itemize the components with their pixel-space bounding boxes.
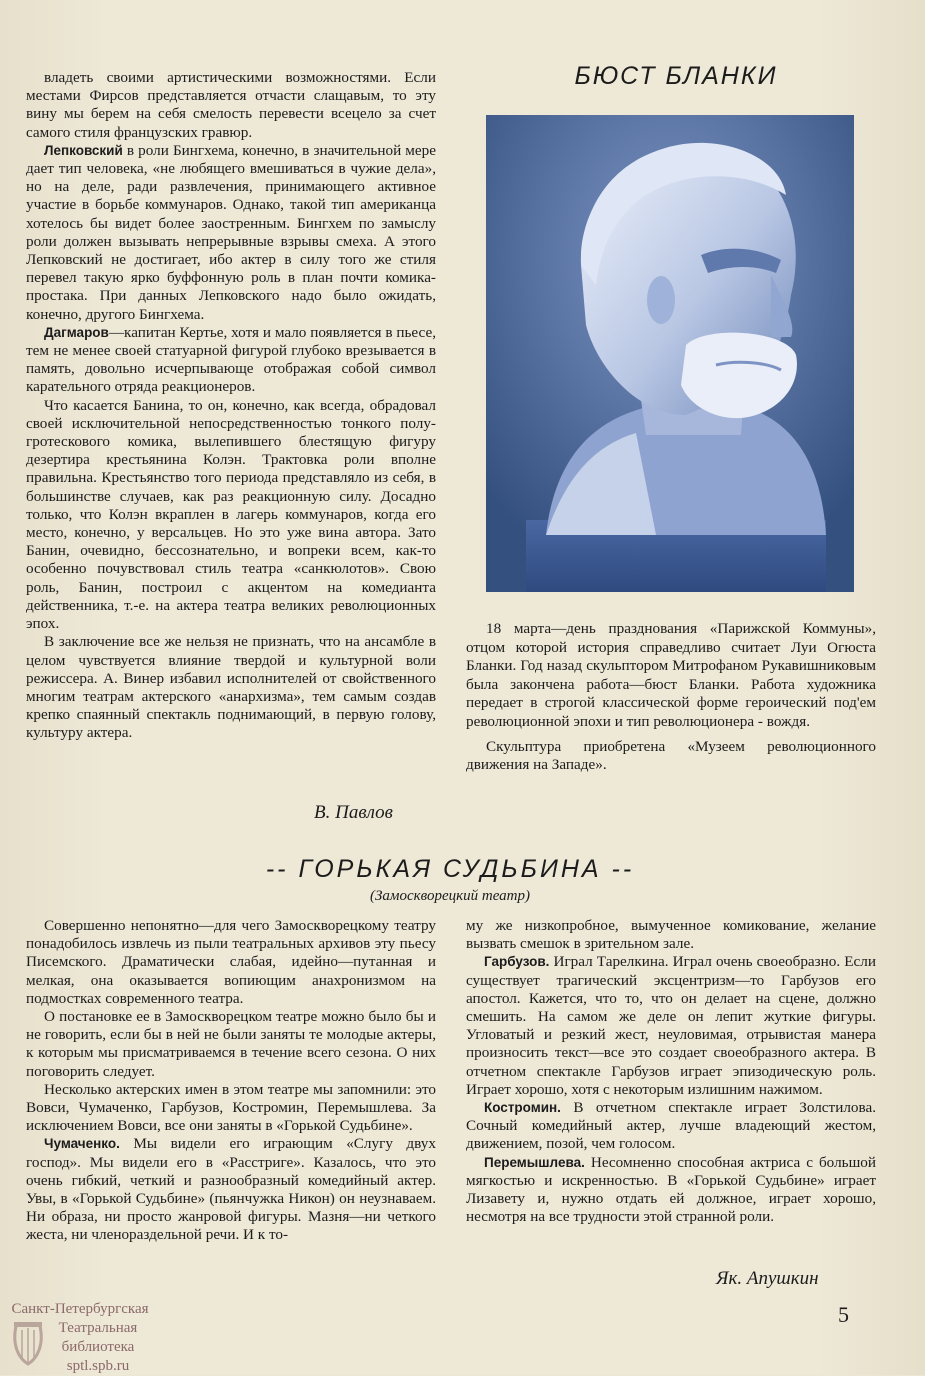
caption-paragraph: Скульптура приобретена «Музеем революционного движения на Западе». (466, 737, 876, 774)
paragraph (466, 1099, 876, 1154)
paragraph-text: владеть своими артистическими возможностями. Если местами Фирсов представляется отчасти слащавым, то эту вину мы берем на себя смелость перевести всецело за счет самого стиля французских гравюр. (26, 69, 436, 141)
actor-name: Чумаченко. (44, 1136, 120, 1152)
paragraph (466, 1154, 876, 1227)
paragraph-text: В отчетном спектакле играет Золстилова. Сочный комедийный актер, лучше владеющий жестом, движением, позой, чем голосом. (466, 1099, 876, 1153)
library-line: библиотека (61, 1339, 135, 1355)
paragraph-text: Играл Тарелкина. Играл очень своеобразно. Если существует трагический эксцентризм—то Гарбузов его апостол. Кажется, что то, что он делает на сцене, должно смешить. На самом же деле он лепит жуткие фигуры. Угловатый и резкий жест, неуловимая, отрывистая манера произносить текст—все это создает своеобразного актера. В отчетном спектакле Гарбузов играет эпизодическую роль. Играет хорошо, хотя с некоторым излишним нажимом. (466, 953, 876, 1098)
page-number: 5 (838, 1302, 849, 1327)
caption-paragraph: 18 марта—день празднования «Парижской Коммуны», отцом которой история справедливо считает Луи Огюста Бланки. Год назад скульптором Митрофаном Рукавишниковым была закончена работа—бюст Бланки. Работа художника передает в строгой классической форме героический под'ем революционной эпохи и тип революционера - вождя. (466, 620, 876, 730)
actor-name: Лепковский (44, 142, 123, 158)
paragraph-text: В заключение все же нельзя не признать, что на ансамбле в целом чувствуется влияние твердой и культурной воли режиссера. А. Винер избавил исполнителей от свойственного многим театрам актерского «анархизма», тем самым создав крепко спаянный спектакль поднимающий, в первую голову, культуру актера. (26, 633, 436, 742)
bust-illustration (486, 115, 854, 592)
paragraph (26, 69, 436, 142)
paragraph (466, 917, 876, 953)
paragraph (466, 953, 876, 1099)
article-column-right (466, 917, 876, 1226)
actor-name: Костромин. (484, 1100, 561, 1116)
paragraph-text: Несколько актерских имен в этом театре мы запомнили: это Вовси, Чумаченко, Гарбузов, Костромин, Перемышлева. За исключением Вовси, все они заняты в «Горькой Судьбине». (26, 1080, 436, 1135)
paragraph-text: Совершенно непонятно—для чего Замоскворецкому театру понадобилось извлечь из пыли театральных архивов эту пьесу Писемского. Драматически слабая, идейно—путанная и мелкая, она оказывается вопиющим анахронизмом на подмостках современного театра. (26, 917, 436, 1007)
article-column-left (26, 917, 436, 1245)
review-signature: В. Павлов (314, 802, 393, 823)
actor-name: Гарбузов. (484, 954, 550, 970)
library-line: Санкт-Петербургская (11, 1301, 149, 1317)
paragraph (26, 142, 436, 324)
bust-title: БЮСТ БЛАНКИ (574, 62, 778, 90)
paragraph (26, 917, 436, 1008)
paragraph-text: в роли Бингхема, конечно, в значительной мере дает тип человека, «не любящего вмешиваться в чужие дела», но на деле, ради развлечения, принимающего активное участие в борьбе коммунаров. Однако, такой тип американца хотелось бы видет более заостренным. Бингхем по замыслу роли должен вызывать непрерывные взрывы смеха. А этого Лепковский не достигает, ибо актер в силу того же стиля перевел такую ярко буффонную роль в план почти комика-простака. При данных Лепковского надо было ожидать, конечно, другого Бингхема. (26, 141, 436, 323)
paragraph-text: —капитан Кертье, хотя и мало появляется в пьесе, тем не менее своей статуарной фигурой глубоко врезывается в память, довольно исчерпывающе отображая собой символ карательного отряда реакционеров. (26, 323, 436, 396)
paragraph (26, 1008, 436, 1081)
paragraph (26, 397, 436, 634)
article-signature: Як. Апушкин (716, 1268, 819, 1289)
bust-caption (466, 620, 876, 781)
paragraph-text: Несомненно способная актриса с большой мягкостью и искренностью. В «Горькой Судьбине» играет Лизавету и, нужно отдать ей должное, играет хорошо, несмотря на все трудности этой странной роли. (466, 1153, 876, 1226)
review-column (26, 69, 436, 743)
library-link[interactable]: sptl.spb.ru (66, 1358, 130, 1374)
library-watermark (6, 1300, 154, 1376)
paragraph-text: Что касается Банина, то он, конечно, как всегда, обрадовал своей исключительной непосредственностью тонкого полу-гротескового комика, вылепившего блестящую фигуру дезертира крестьянина Колэн. Трактовка роли вполне правильна. Крестьянство того периода представляло из себя, в большинстве случаев, как раз реакционную силу. Досадно только, что Колэн вкраплен в лагерь коммунаров, когда его место, конечно, у версальцев. Но это уже вина автора. Зато Банин, очевидно, бессознательно, и вопреки всем, как-то особенно почувствовал стиль театра «санкюлотов». Свою роль, Банин, построил с акцентом на комедианта действенника, т.-е. на актера театра великих революционных эпох. (26, 396, 436, 633)
paragraph (26, 633, 436, 742)
article-subtitle: (Замоскворецкий театр) (369, 888, 531, 904)
paragraph-text: му же низкопробное, вымученное комикование, желание вызвать смешок в зрительном зале. (466, 917, 876, 953)
paragraph (26, 1081, 436, 1136)
article-title: -- ГОРЬКАЯ СУДЬБИНА -- (265, 855, 635, 883)
actor-name: Перемышлева. (484, 1154, 585, 1170)
bust-photo (486, 115, 854, 592)
paragraph-text: Мы видели его играющим «Слугу двух господ». Мы видели его в «Расстриге». Казалось, что это очень гибкий, четкий и разнообразный комедийный актер. Увы, в «Горькой Судьбине» (пьянчужка Никон) он неузнаваем. Ни образа, ни просто жанровой фигуры. Мазня—ни четкого жеста, ни членораздельной речи. И к то- (26, 1135, 436, 1244)
paragraph (26, 324, 436, 397)
library-line: Театральная (58, 1320, 138, 1336)
paragraph (26, 1135, 436, 1244)
actor-name: Дагмаров (44, 324, 109, 340)
paragraph-text: О постановке ее в Замоскворецком театре можно было бы и не говорить, если бы в ней не были заняты те молодые актеры, к которым мы присматриваемся в течение всего сезона. О них поговорить следует. (26, 1008, 436, 1080)
